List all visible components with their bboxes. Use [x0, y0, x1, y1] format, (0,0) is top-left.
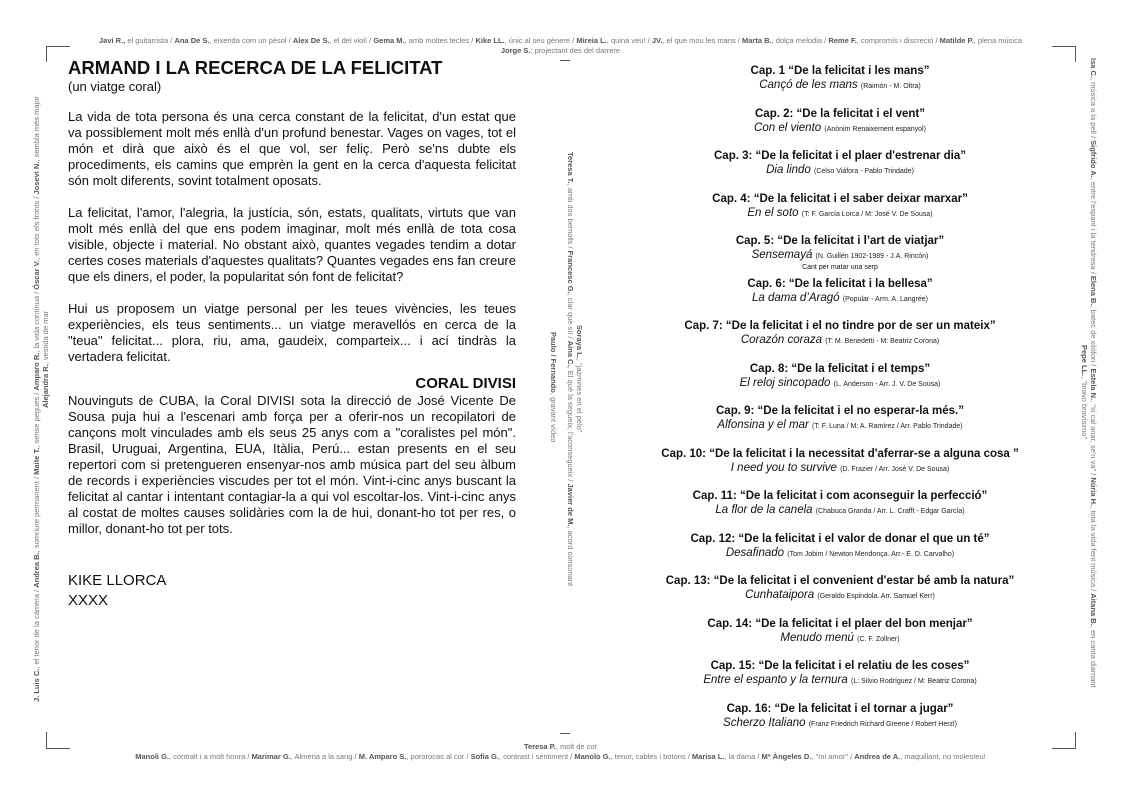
credit-desc: , maquillant, no molesteu! — [900, 752, 986, 761]
left-edge-credits-line-1 — [32, 96, 41, 702]
credit-name: Alejandra R. — [41, 364, 50, 408]
chapter-list — [630, 64, 1050, 744]
chapter-song-credit: (Popular - Arm. A. Langrée) — [842, 295, 928, 303]
credit-name: Paulo / Fernando — [549, 332, 558, 393]
chapter-song-title: Alfonsina y el mar — [717, 419, 809, 431]
credit-name: Ana De S. — [174, 36, 210, 45]
credit-desc: , vestida de mar — [41, 310, 50, 365]
chapter-item — [630, 574, 1050, 617]
credit-name: J. Luis C. — [32, 668, 41, 702]
right-edge-credits-line-2 — [1080, 345, 1089, 439]
left-edge-credits-line-2 — [41, 311, 50, 408]
chapter-song — [630, 418, 1050, 434]
chapter-song-title: Corazón coraza — [740, 334, 822, 346]
chapter-song — [630, 716, 1050, 732]
center-credits-line-2 — [575, 325, 584, 432]
chapter-song-credit: (Tom Jobim / Newton Mendonça. Arr.- E. D. Carvalho) — [787, 550, 955, 558]
chapter-song-title: El reloj sincopado — [739, 376, 831, 389]
credit-desc: , compromís i discreció / — [856, 36, 940, 45]
chapter-title: Cap. 10: “De la felicitat i la necessitat d'aferrar-se a alguna cosa ” — [661, 447, 1019, 460]
chapter-song — [630, 248, 1050, 264]
chapter-song-credit: (Celso Viáfora - Pablo Trindade) — [814, 168, 914, 175]
credit-name: Marisa L. — [691, 752, 725, 761]
chapter-title: Cap. 4: “De la felicitat i el saber deixar marxar” — [712, 192, 968, 205]
chapter-title: Cap. 8: “De la felicitat i el temps” — [749, 362, 931, 375]
chapter-item — [630, 64, 1050, 107]
credit-desc: , molt de cor — [555, 742, 598, 751]
credit-desc: , la dama / — [724, 752, 762, 761]
page-subtitle: (un viatge coral) — [68, 79, 162, 94]
center-credits-line-1 — [566, 152, 575, 586]
chapter-song-title: Cunhataiporа — [745, 589, 815, 601]
chapter-song — [630, 546, 1050, 562]
chapter-song-title: La flor de la canela — [715, 504, 813, 516]
credit-desc: , tota la vida fent música / — [1089, 506, 1098, 594]
coral-paragraph: Nouvinguts de CUBA, la Coral DIVISI sota la direcció de José Vicente De Sousa puja hui a l'escenari amb força per a oferir-nos un recopilatori de cançons molt vinculades amb els seus 25 anys com a "coralistes pel món". Brasil, Uruguai, Argentina, EUA, Itàlia, Perú... estan presents en el seu repertori com si pretengueren ensenyar-nos amb música part del seu àlbum de records i experiències viscudes per tot el món. Vint-i-cinc anys buscant la felicitat al cantar i intentant contagiar-la a qui vol escoltar-los. Vint-i-cinc anys al costat de moltes causes solidàries com la de hui, donant-ho tot per res, o millor, donant-ho tot per tots. — [68, 393, 516, 536]
credit-name: Isa C. — [1089, 58, 1098, 79]
page-title: ARMAND I LA RECERCA DE LA FELICITAT — [68, 57, 443, 78]
chapter-title: Cap. 1 “De la felicitat i les mans” — [750, 65, 930, 77]
fold-rule-bottom — [560, 733, 570, 734]
coral-heading: CORAL DIVISI — [415, 375, 516, 392]
chapter-song — [630, 291, 1050, 307]
credit-desc: , eixerida com un pèsol / — [209, 36, 293, 45]
credit-desc: , "jazmines en el pelo" — [575, 358, 584, 433]
chapter-song-credit: (Franz Friedrich Richard Greene / Robert Herzl) — [808, 720, 957, 728]
chapter-title: Cap. 12: “De la felicitat i el valor de donar el que un té” — [690, 532, 990, 545]
credit-name: Jorge S. — [500, 46, 531, 55]
chapter-note: Cant per matar una serp — [802, 264, 878, 271]
credit-desc: , quina veu! / — [606, 36, 652, 45]
chapter-song-title: Desafinado — [725, 546, 785, 559]
credit-name: Gema M. — [373, 36, 405, 45]
credit-desc: , contrast i sentiment / — [498, 752, 575, 761]
credit-desc: , plena música — [973, 36, 1023, 45]
chapter-song-title: Dia lindo — [766, 164, 811, 176]
chapter-song-title: Con el viento — [754, 121, 822, 134]
credit-name: Kike LL. — [475, 36, 505, 45]
credit-desc: , somriure permanent / — [32, 474, 41, 553]
credit-desc: , en tots els fronts / — [32, 194, 41, 260]
chapter-item — [630, 362, 1050, 405]
chapter-item — [630, 617, 1050, 660]
credit-desc: , el del violí / — [329, 36, 374, 45]
chapter-song-credit: (Chabuca Granda / Arr. L. Crafft - Edgar García) — [815, 508, 965, 515]
credit-name: Sigfrido A. — [1089, 140, 1098, 178]
chapter-title: Cap. 3: “De la felicitat i el plaer d'estrenar dia” — [714, 150, 966, 162]
chapter-title: Cap. 2: “De la felicitat i el vent” — [755, 107, 925, 120]
chapter-song-credit: (D. Frazier / Arr. José V. De Sousa) — [840, 465, 950, 473]
credit-name: Estela N. — [1089, 368, 1098, 401]
chapter-song — [630, 333, 1050, 349]
credit-desc: , el tenor de la càmera / — [32, 587, 41, 669]
chapter-song — [630, 461, 1050, 477]
credit-name: M. Amparo S. — [358, 752, 407, 761]
center-credits-line-3 — [549, 332, 558, 442]
chapter-item — [630, 107, 1050, 150]
chapter-song-credit: (L. Anderson - Arr. J. V. De Sousa) — [833, 380, 941, 388]
chapter-song — [630, 503, 1050, 519]
chapter-item — [630, 404, 1050, 447]
credit-name: Josevi N. — [32, 161, 41, 195]
intro-paragraph-1: La vida de tota persona és una cerca constant de la felicitat, d'un estat que va possiblement molt més enllà d'un profund benestar. Vages on vages, tot el món et dirà que això és el que vol, ser feliç. Però se'ns dubte els procediments, els camins que emprèn la gent en la cerca d'aquesta felicitat són molt diferents, sovint totalment oposats. — [68, 109, 516, 188]
left-page — [68, 57, 516, 611]
chapter-song-credit: (T: F. Luna / M: A. Ramírez / Arr. Pablo Trindade) — [812, 423, 963, 430]
credit-name: Sofia G. — [470, 752, 499, 761]
credit-name: Amparo R. — [32, 352, 41, 391]
credit-name: Teresa P. — [523, 742, 556, 751]
credit-desc: , contralt i a molt honra / — [169, 752, 252, 761]
credit-desc: , únic al seu gènere / — [504, 36, 577, 45]
credit-desc: , batec de xilòfon / — [1089, 305, 1098, 369]
chapter-title: Cap. 13: “De la felicitat i el convenient d'estar bé amb la natura” — [665, 575, 1015, 587]
chapter-song — [630, 121, 1050, 137]
credit-name: Francesc G. — [566, 250, 575, 294]
chapter-title: Cap. 6: “De la felicitat i la bellesa” — [747, 277, 933, 290]
top-credits-line-1 — [0, 36, 1121, 45]
chapter-song-credit: (T: F. García Lorca / M: José V. De Sousa) — [801, 210, 933, 218]
chapter-title: Cap. 5: “De la felicitat i l’art de viatjar” — [735, 235, 945, 247]
chapter-item — [630, 192, 1050, 235]
credit-name: Matilde P. — [939, 36, 974, 45]
credit-desc: , dolça melodia / — [771, 36, 829, 45]
credit-desc: , "mi amor" / — [811, 752, 855, 761]
chapter-song — [630, 163, 1050, 179]
credit-desc: , gravant vídeo — [549, 392, 558, 443]
chapter-song-title: En el soto — [747, 206, 799, 219]
credit-name: Andrea de A. — [854, 752, 901, 761]
credit-name: Maite T. — [32, 447, 41, 475]
signature — [68, 571, 516, 611]
chapter-title: Cap. 14: “De la felicitat i el plaer del bon menjar” — [707, 617, 973, 630]
credit-desc: , "si cal anar, se'n va" / — [1089, 400, 1098, 478]
chapter-song — [630, 588, 1050, 604]
chapter-title: Cap. 7: “De la felicitat i el no tindre por de ser un mateix” — [684, 320, 996, 332]
chapter-item — [630, 447, 1050, 490]
credit-desc: , la vida contínua / — [32, 289, 41, 353]
credit-desc: el guitarrista / — [125, 36, 175, 45]
credit-name: Manolo G. — [574, 752, 611, 761]
credit-name: Elena B. — [1089, 275, 1098, 306]
chapter-title: Cap. 16: “De la felicitat i el tornar a jugar” — [726, 702, 954, 715]
credit-name: Núria H. — [1089, 477, 1098, 507]
credit-desc: , "bravo bravísimo" — [1080, 376, 1089, 440]
credit-desc: , sembla més major — [32, 96, 41, 162]
credit-name: Aitana B. — [1089, 593, 1098, 626]
credit-name: Aina C. — [566, 340, 575, 367]
chapter-song — [630, 376, 1050, 392]
credit-name: JV. — [651, 36, 663, 45]
chapter-song-credit: (T: M. Benedetti - M: Beatriz Corona) — [825, 338, 940, 345]
credit-desc: ; projectant des del darrere — [530, 46, 621, 55]
chapter-item — [630, 659, 1050, 702]
credit-desc: , amb moltes tecles / — [404, 36, 476, 45]
chapter-song-credit: (C. F. Zollner) — [857, 635, 900, 643]
credit-desc: , tenor, cables i botons / — [610, 752, 692, 761]
credit-desc: , amb dos bemolls / — [566, 183, 575, 251]
chapter-song-title: Scherzo Italiano — [723, 716, 806, 729]
chapter-item — [630, 277, 1050, 320]
credit-name: Marta B. — [742, 36, 772, 45]
chapter-title: Cap. 11: “De la felicitat i com aconseguir la perfecció” — [692, 490, 988, 502]
chapter-item — [630, 149, 1050, 192]
credit-name: Mª Àngeles D. — [761, 752, 812, 761]
chapter-song-title: Sensemayá — [751, 249, 813, 261]
chapter-song-title: Entre el espanto y la ternura — [703, 674, 848, 686]
credit-name: Teresa T. — [566, 152, 575, 184]
credit-desc: , pororocas al cor / — [406, 752, 471, 761]
credit-name: Andrea B. — [32, 552, 41, 588]
chapter-song-title: I need you to survive — [730, 461, 837, 474]
intro-paragraph-2: La felicitat, l'amor, l'alegria, la justícia, són, estats, qualitats, virtuts que van molt més enllà del que ens podem imaginar, molt més enllà de tota cosa visible, objecte i material. No obstant això, quantes vegades tendim a dotar certes coses materials d'aquestes qualitats? Quantes vegades ens fan creure que els diners, el poder, la popularitat són font de felicitat? — [68, 205, 516, 284]
credit-name: Manoli G. — [135, 752, 170, 761]
bottom-credits-line-2 — [0, 752, 1121, 761]
chapter-song-credit: (Geraldo Espindola. Arr. Samuel Kerr) — [817, 593, 935, 600]
chapter-song — [630, 78, 1050, 94]
signature-name: KIKE LLORCA — [68, 572, 167, 589]
credit-name: Reme F. — [828, 36, 857, 45]
chapter-song-credit: (Raimón - M. Oltra) — [860, 83, 921, 90]
top-credits — [0, 36, 1121, 55]
chapter-item — [630, 234, 1050, 277]
chapter-item — [630, 532, 1050, 575]
chapter-item — [630, 702, 1050, 745]
credit-name: Óscar V. — [32, 259, 41, 290]
credit-name: Javi R., — [98, 36, 126, 45]
chapter-song — [630, 206, 1050, 222]
credit-desc: , El què la segueix, l'aconsegueix / — [566, 366, 575, 484]
chapter-title: Cap. 15: “De la felicitat i el relatiu de les coses” — [710, 660, 970, 672]
chapter-item — [630, 489, 1050, 532]
chapter-song — [630, 631, 1050, 647]
chapter-song-title: Menudo menú — [780, 631, 854, 644]
chapter-item — [630, 319, 1050, 362]
chapter-song-title: Cançó de les mans — [759, 79, 858, 91]
fold-rule-top — [560, 60, 570, 61]
credit-desc: , clar què sí! / — [566, 293, 575, 341]
credit-desc: , el que mou les mans / — [662, 36, 743, 45]
chapter-title: Cap. 9: “De la felicitat i el no esperar-la més.” — [716, 405, 964, 417]
credit-desc: , música a la pell / — [1089, 78, 1098, 141]
credit-desc: , sense pegues / — [32, 390, 41, 448]
intro-paragraph-3: Hui us proposem un viatge personal per les teues vivències, les teues experiències, els teus sentiments... un viatge meravellós en cerca de la "teua" felicitat... plora, riu, ama, gaudeix, comparteix... i ací tindràs la vertadera felicitat. — [68, 301, 516, 364]
chapter-song-credit: (N. Guillén 1902-1989 - J.A. Rincón) — [815, 253, 929, 260]
credit-desc: , Almeria a la sang / — [290, 752, 359, 761]
credit-name: Alex De S. — [292, 36, 330, 45]
credit-desc: , en canta diamant — [1089, 625, 1098, 688]
credit-desc: , acord consonant — [566, 526, 575, 587]
credit-name: Marimar G. — [251, 752, 291, 761]
chapter-song-title: La dama d’Aragó — [751, 291, 840, 304]
top-credits-line-2 — [0, 46, 1121, 55]
credit-name: Mireia L. — [576, 36, 607, 45]
credit-name: Pepe LL. — [1080, 345, 1089, 377]
right-edge-credits-line-1 — [1089, 58, 1098, 688]
credit-name: Javier de M. — [566, 483, 575, 527]
credit-name: Soraya L. — [575, 325, 584, 359]
bottom-credits — [0, 742, 1121, 761]
chapter-song-credit: (Anònim Renaixement espanyol) — [824, 125, 926, 133]
signature-extra: XXXX — [68, 592, 109, 609]
credit-desc: , entre l'espant i la tendresa / — [1089, 177, 1098, 276]
chapter-song-credit: (L: Silvio Rodríguez / M: Beatriz Corona) — [851, 678, 977, 685]
chapter-song — [630, 673, 1050, 689]
